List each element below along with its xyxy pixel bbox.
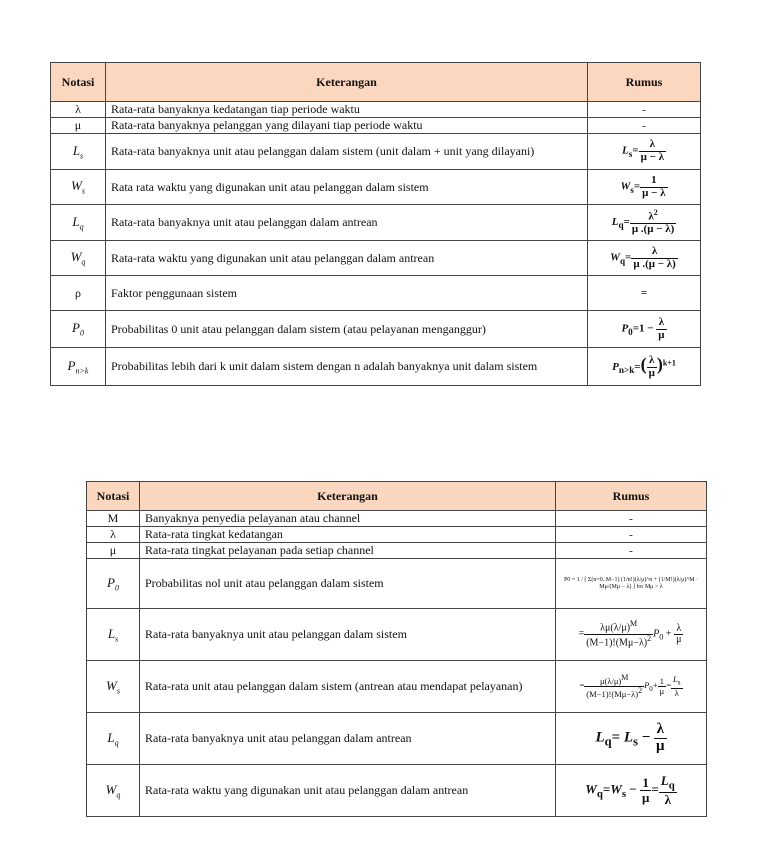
notation-cell: λ [87, 527, 140, 543]
formula-cell: $L_s=$ $\frac{\lambda}{\mu - \lambda}$ [588, 134, 701, 170]
table-row [51, 205, 701, 241]
table-row [87, 661, 707, 713]
header-notasi: Notasi [51, 63, 106, 102]
table-row [87, 511, 707, 527]
table-row [51, 102, 701, 118]
formula-cell: = $\frac{\lambda\mu(\lambda/\mu)^M}{(M-1)!(M\mu-\lambda)^2}$ $P_0$ + $\frac{\lambda}{\mu}$ [556, 609, 707, 661]
table-row [87, 765, 707, 817]
formula-cell: $L_q=$ $\frac{\lambda^2}{\mu .(\mu - \lambda)}$ [588, 205, 701, 241]
table-row [87, 559, 707, 609]
description-cell: Rata-rata banyaknya unit atau pelanggan dalam sistem [140, 609, 556, 661]
notation-cell: μ [87, 543, 140, 559]
formula-cell: $W_s=$ $\frac{1}{\mu - \lambda}$ [588, 170, 701, 205]
description-cell: Banyaknya penyedia pelayanan atau channel [140, 511, 556, 527]
table-row [51, 276, 701, 311]
notation-cell: $L_q$ [87, 713, 140, 765]
description-cell: Rata rata waktu yang digunakan unit atau pelanggan dalam sistem [106, 170, 588, 205]
description-cell: Rata-rata unit atau pelanggan dalam sistem (antrean atau mendapat pelayanan) [140, 661, 556, 713]
formula-cell: $W_q=W_s$ − $\frac{1}{\mu}$ = $\frac{L_q}{\lambda}$ [556, 765, 707, 817]
description-cell: Rata-rata waktu yang digunakan unit atau pelanggan dalam antrean [140, 765, 556, 817]
formula-cell: P0 = 1 / [ Σ(n=0..M−1) (1/n!)(λ/μ)^n + (1/M!)(λ/μ)^M · Mμ/(Mμ − λ) ] for Mμ > λ [556, 559, 707, 609]
description-cell: Rata-rata banyaknya unit atau pelanggan dalam antrean [140, 713, 556, 765]
table-multi-channel [86, 481, 707, 817]
table-single-channel [50, 62, 701, 386]
header-rumus: Rumus [556, 482, 707, 511]
table-row [87, 543, 707, 559]
description-cell: Rata-rata banyaknya pelanggan yang dilayani tiap periode waktu [106, 118, 588, 134]
formula-cell: - [556, 527, 707, 543]
description-cell: Rata-rata tingkat pelayanan pada setiap channel [140, 543, 556, 559]
description-cell: Probabilitas lebih dari k unit dalam sistem dengan n adalah banyaknya unit dalam sistem [106, 348, 588, 386]
description-cell: Rata-rata waktu yang digunakan unit atau pelanggan dalam antrean [106, 241, 588, 276]
table-row [51, 348, 701, 386]
notation-cell: $P_{n>k}$ [51, 348, 106, 386]
description-cell: Rata-rata tingkat kedatangan [140, 527, 556, 543]
formula-cell: - [588, 102, 701, 118]
formula-cell: = [588, 276, 701, 311]
description-cell: Probabilitas nol unit atau pelanggan dalam sistem [140, 559, 556, 609]
table-row [51, 241, 701, 276]
header-rumus: Rumus [588, 63, 701, 102]
notation-cell: λ [51, 102, 106, 118]
table-row [51, 118, 701, 134]
notation-cell: $L_s$ [51, 134, 106, 170]
description-cell: Probabilitas 0 unit atau pelanggan dalam sistem (atau pelayanan menganggur) [106, 311, 588, 348]
notation-cell: $W_q$ [51, 241, 106, 276]
notation-cell: ρ [51, 276, 106, 311]
formula-cell: = $\frac{\mu(\lambda/\mu)^M}{(M-1)!(M\mu-\lambda)^2}$ $P_0+$ $\frac{1}{\mu}$ = $\frac{L_s}{\lambda}$ [556, 661, 707, 713]
formula-cell: $P_{n>k}=$( $\frac{\lambda}{\mu}$ )$^{k+1}$ [588, 348, 701, 386]
notation-cell: $W_s$ [87, 661, 140, 713]
header-keterangan: Keterangan [106, 63, 588, 102]
notation-cell: $L_s$ [87, 609, 140, 661]
notation-cell: $P_0$ [87, 559, 140, 609]
notation-cell: μ [51, 118, 106, 134]
notation-cell: $W_q$ [87, 765, 140, 817]
header-keterangan: Keterangan [140, 482, 556, 511]
table-row [51, 311, 701, 348]
formula-cell: $P_0=1$ − $\frac{\lambda}{\mu}$ [588, 311, 701, 348]
notation-cell: $W_s$ [51, 170, 106, 205]
table-row [51, 170, 701, 205]
notation-cell: M [87, 511, 140, 527]
table-row [87, 527, 707, 543]
notation-cell: $L_q$ [51, 205, 106, 241]
description-cell: Rata-rata banyaknya unit atau pelanggan dalam antrean [106, 205, 588, 241]
formula-cell: - [556, 543, 707, 559]
notation-cell: $P_0$ [51, 311, 106, 348]
formula-cell: $L_q= L_s$ − $\frac{\lambda}{\mu}$ [556, 713, 707, 765]
header-notasi: Notasi [87, 482, 140, 511]
formula-cell: - [588, 118, 701, 134]
formula-cell: $W_q=$ $\frac{\lambda}{\mu .(\mu - \lambda)}$ [588, 241, 701, 276]
formula-cell: - [556, 511, 707, 527]
description-cell: Faktor penggunaan sistem [106, 276, 588, 311]
table-row [51, 134, 701, 170]
description-cell: Rata-rata banyaknya kedatangan tiap periode waktu [106, 102, 588, 118]
table-row [87, 713, 707, 765]
description-cell: Rata-rata banyaknya unit atau pelanggan dalam sistem (unit dalam + unit yang dilayani) [106, 134, 588, 170]
table-row [87, 609, 707, 661]
